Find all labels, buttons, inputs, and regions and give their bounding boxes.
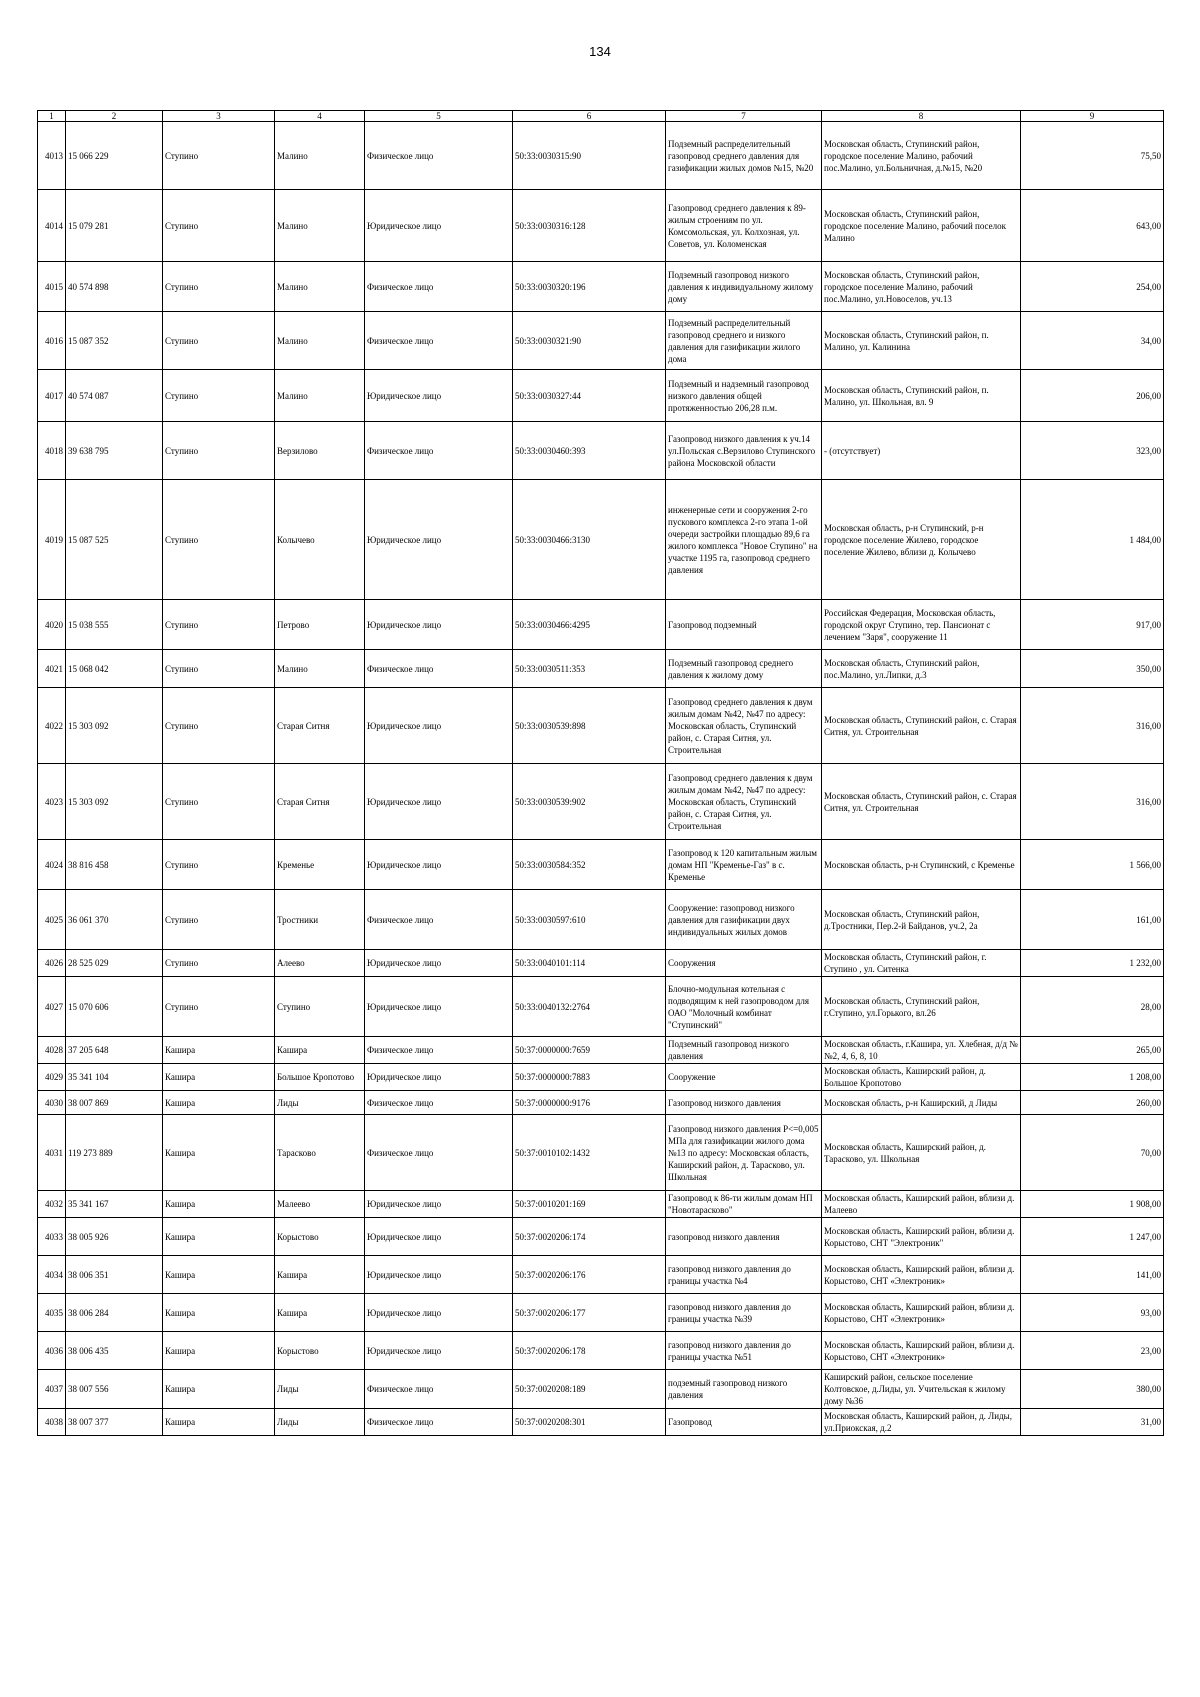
table-row [38,1115,1164,1191]
district-cell: Кашира [163,1218,275,1256]
row-number-cell: 4037 [38,1370,66,1409]
locality-cell: Кашира [275,1256,365,1294]
object-address-cell: Московская область, Каширский район, вблизи д. Корыстово, СНТ «Электроник» [822,1332,1021,1370]
row-number-cell: 4021 [38,650,66,688]
district-cell: Кашира [163,1091,275,1115]
table-row [38,1256,1164,1294]
object-address-cell: Московская область, Ступинский район, с. Старая Ситня, ул. Строительная [822,764,1021,840]
cadastral-number-cell: 50:37:0020206:176 [513,1256,666,1294]
inn-code-cell: 38 005 926 [66,1218,163,1256]
table-row [38,1332,1164,1370]
object-description-cell: Газопровод к 120 капитальным жилым домам НП "Кременье-Газ" в с. Кременье [666,840,822,890]
locality-cell: Малино [275,370,365,422]
inn-code-cell: 38 816 458 [66,840,163,890]
district-cell: Кашира [163,1332,275,1370]
table-row [38,262,1164,312]
owner-type-cell: Юридическое лицо [365,840,513,890]
row-number-cell: 4033 [38,1218,66,1256]
table-row [38,600,1164,650]
inn-code-cell: 40 574 087 [66,370,163,422]
cadastral-number-cell: 50:33:0040101:114 [513,950,666,977]
locality-cell: Кашира [275,1294,365,1332]
row-number-cell: 4030 [38,1091,66,1115]
locality-cell: Лиды [275,1409,365,1436]
object-description-cell: Сооружение: газопровод низкого давления для газификации двух индивидуальных жилых домов [666,890,822,950]
owner-type-cell: Юридическое лицо [365,688,513,764]
inn-code-cell: 15 087 352 [66,312,163,370]
district-cell: Ступино [163,480,275,600]
inn-code-cell: 15 070 606 [66,977,163,1037]
district-cell: Ступино [163,190,275,262]
locality-cell: Малино [275,122,365,190]
district-cell: Ступино [163,840,275,890]
district-cell: Кашира [163,1294,275,1332]
district-cell: Ступино [163,370,275,422]
inn-code-cell: 40 574 898 [66,262,163,312]
header-cell: 4 [275,111,365,122]
object-length-cell: 70,00 [1021,1115,1164,1191]
object-length-cell: 316,00 [1021,688,1164,764]
district-cell: Кашира [163,1409,275,1436]
locality-cell: Большое Кропотово [275,1064,365,1091]
row-number-cell: 4027 [38,977,66,1037]
inn-code-cell: 36 061 370 [66,890,163,950]
cadastral-number-cell: 50:37:0020208:301 [513,1409,666,1436]
object-description-cell: Сооружение [666,1064,822,1091]
object-address-cell: Московская область, р-н Каширский, д Лиды [822,1091,1021,1115]
object-description-cell: Подземный и надземный газопровод низкого давления общей протяженностью 206,28 п.м. [666,370,822,422]
district-cell: Ступино [163,262,275,312]
object-address-cell: Московская область, Ступинский район, городское поселение Малино, рабочий пос.Малино, ул.Больничная, д.№15, №20 [822,122,1021,190]
owner-type-cell: Физическое лицо [365,1091,513,1115]
table-row [38,370,1164,422]
owner-type-cell: Физическое лицо [365,262,513,312]
cadastral-number-cell: 50:33:0030327:44 [513,370,666,422]
inn-code-cell: 15 068 042 [66,650,163,688]
object-description-cell: инженерные сети и сооружения 2-го пускового комплекса 2-го этапа 1-ой очереди застройки площадью 89,6 га жилого комплекса "Новое Ступино" на участке 1195 га, газопровод среднего давления [666,480,822,600]
header-cell: 8 [822,111,1021,122]
cadastral-number-cell: 50:33:0030316:128 [513,190,666,262]
object-address-cell: Московская область, Каширский район, д. Большое Кропотово [822,1064,1021,1091]
district-cell: Ступино [163,650,275,688]
object-length-cell: 260,00 [1021,1091,1164,1115]
row-number-cell: 4036 [38,1332,66,1370]
table-row [38,688,1164,764]
cadastral-number-cell: 50:37:0000000:7883 [513,1064,666,1091]
row-number-cell: 4032 [38,1191,66,1218]
object-description-cell: Подземный газопровод низкого давления [666,1037,822,1064]
owner-type-cell: Юридическое лицо [365,977,513,1037]
object-description-cell: Блочно-модульная котельная с подводящим к ней газопроводом для ОАО "Молочный комбинат "Ступинский" [666,977,822,1037]
inn-code-cell: 15 087 525 [66,480,163,600]
cadastral-number-cell: 50:37:0020206:174 [513,1218,666,1256]
locality-cell: Старая Ситня [275,688,365,764]
inn-code-cell: 15 303 092 [66,764,163,840]
inn-code-cell: 35 341 167 [66,1191,163,1218]
owner-type-cell: Физическое лицо [365,312,513,370]
object-address-cell: Московская область, Каширский район, д. Тарасково, ул. Школьная [822,1115,1021,1191]
object-description-cell: Газопровод среднего давления к 89-жилым строениям по ул. Комсомольская, ул. Колхозная, ул. Советов, ул. Коломенская [666,190,822,262]
inn-code-cell: 38 007 556 [66,1370,163,1409]
table-row [38,422,1164,480]
object-address-cell: Московская область, Ступинский район, г.Ступино, ул.Горького, вл.26 [822,977,1021,1037]
owner-type-cell: Юридическое лицо [365,600,513,650]
object-length-cell: 1 247,00 [1021,1218,1164,1256]
object-description-cell: Подземный газопровод среднего давления к жилому дому [666,650,822,688]
cadastral-number-cell: 50:37:0020206:178 [513,1332,666,1370]
district-cell: Кашира [163,1191,275,1218]
object-description-cell: Газопровод [666,1409,822,1436]
row-number-cell: 4038 [38,1409,66,1436]
inn-code-cell: 38 007 377 [66,1409,163,1436]
owner-type-cell: Юридическое лицо [365,1191,513,1218]
header-cell: 1 [38,111,66,122]
row-number-cell: 4024 [38,840,66,890]
row-number-cell: 4031 [38,1115,66,1191]
row-number-cell: 4013 [38,122,66,190]
owner-type-cell: Физическое лицо [365,1037,513,1064]
owner-type-cell: Физическое лицо [365,122,513,190]
table-row [38,1064,1164,1091]
object-description-cell: Подземный газопровод низкого давления к индивидуальному жилому дому [666,262,822,312]
locality-cell: Старая Ситня [275,764,365,840]
inn-code-cell: 15 066 229 [66,122,163,190]
object-address-cell: Московская область, Ступинский район, п. Малино, ул. Калинина [822,312,1021,370]
table-row [38,1409,1164,1436]
cadastral-number-cell: 50:33:0030597:610 [513,890,666,950]
district-cell: Кашира [163,1064,275,1091]
locality-cell: Малино [275,262,365,312]
object-address-cell: Московская область, Каширский район, вблизи д. Корыстово, СНТ "Электроник" [822,1218,1021,1256]
locality-cell: Лиды [275,1091,365,1115]
object-length-cell: 350,00 [1021,650,1164,688]
district-cell: Кашира [163,1115,275,1191]
owner-type-cell: Юридическое лицо [365,1332,513,1370]
locality-cell: Тарасково [275,1115,365,1191]
owner-type-cell: Физическое лицо [365,890,513,950]
object-length-cell: 23,00 [1021,1332,1164,1370]
object-address-cell: Московская область, Ступинский район, с. Старая Ситня, ул. Строительная [822,688,1021,764]
owner-type-cell: Физическое лицо [365,1370,513,1409]
registry-table [37,110,1164,1436]
table-row [38,950,1164,977]
cadastral-number-cell: 50:33:0030539:898 [513,688,666,764]
table-row [38,1091,1164,1115]
cadastral-number-cell: 50:33:0030320:196 [513,262,666,312]
owner-type-cell: Юридическое лицо [365,370,513,422]
cadastral-number-cell: 50:33:0030466:3130 [513,480,666,600]
row-number-cell: 4014 [38,190,66,262]
object-length-cell: 323,00 [1021,422,1164,480]
cadastral-number-cell: 50:37:0020206:177 [513,1294,666,1332]
object-address-cell: Московская область, Ступинский район, пос.Малино, ул.Липки, д.3 [822,650,1021,688]
table-row [38,1370,1164,1409]
inn-code-cell: 38 006 351 [66,1256,163,1294]
table-row [38,1294,1164,1332]
locality-cell: Петрово [275,600,365,650]
table-row [38,1191,1164,1218]
table-row [38,650,1164,688]
table-row [38,1218,1164,1256]
cadastral-number-cell: 50:33:0040132:2764 [513,977,666,1037]
district-cell: Ступино [163,422,275,480]
table-row [38,480,1164,600]
object-description-cell: газопровод низкого давления до границы участка №51 [666,1332,822,1370]
object-address-cell: Московская область, Каширский район, вблизи д. Малеево [822,1191,1021,1218]
owner-type-cell: Юридическое лицо [365,1256,513,1294]
locality-cell: Колычево [275,480,365,600]
cadastral-number-cell: 50:37:0000000:9176 [513,1091,666,1115]
row-number-cell: 4018 [38,422,66,480]
object-address-cell: Московская область, Ступинский район, городское поселение Малино, рабочий пос.Малино, ул.Новоселов, уч.13 [822,262,1021,312]
table-row [38,122,1164,190]
cadastral-number-cell: 50:33:0030539:902 [513,764,666,840]
header-cell: 5 [365,111,513,122]
row-number-cell: 4019 [38,480,66,600]
header-cell: 6 [513,111,666,122]
object-description-cell: подземный газопровод низкого давления [666,1370,822,1409]
object-length-cell: 1 908,00 [1021,1191,1164,1218]
page-number: 134 [589,44,611,59]
object-address-cell: Московская область, г.Кашира, ул. Хлебная, д/д №№2, 4, 6, 8, 10 [822,1037,1021,1064]
inn-code-cell: 15 303 092 [66,688,163,764]
object-description-cell: газопровод низкого давления до границы участка №39 [666,1294,822,1332]
object-length-cell: 161,00 [1021,890,1164,950]
object-description-cell: Подземный распределительный газопровод среднего и низкого давления для газификации жилого дома [666,312,822,370]
table-row [38,764,1164,840]
object-description-cell: Газопровод среднего давления к двум жилым домам №42, №47 по адресу: Московская область, Ступинский район, с. Старая Ситня, ул. Строительная [666,764,822,840]
object-description-cell: Подземный распределительный газопровод среднего давления для газификации жилых домов №15, №20 [666,122,822,190]
object-address-cell: - (отсутствует) [822,422,1021,480]
object-address-cell: Московская область, р-н Ступинский, с Кременье [822,840,1021,890]
row-number-cell: 4028 [38,1037,66,1064]
owner-type-cell: Юридическое лицо [365,480,513,600]
object-address-cell: Московская область, Каширский район, вблизи д. Корыстово, СНТ «Электроник» [822,1256,1021,1294]
object-length-cell: 254,00 [1021,262,1164,312]
locality-cell: Корыстово [275,1218,365,1256]
table-row [38,312,1164,370]
object-length-cell: 1 566,00 [1021,840,1164,890]
cadastral-number-cell: 50:33:0030466:4295 [513,600,666,650]
object-length-cell: 316,00 [1021,764,1164,840]
header-cell: 3 [163,111,275,122]
cadastral-number-cell: 50:33:0030511:353 [513,650,666,688]
object-length-cell: 75,50 [1021,122,1164,190]
object-length-cell: 141,00 [1021,1256,1164,1294]
row-number-cell: 4035 [38,1294,66,1332]
header-cell: 2 [66,111,163,122]
object-address-cell: Московская область, Каширский район, д. Лиды, ул.Приокская, д.2 [822,1409,1021,1436]
row-number-cell: 4029 [38,1064,66,1091]
object-length-cell: 1 484,00 [1021,480,1164,600]
locality-cell: Кременье [275,840,365,890]
locality-cell: Верзилово [275,422,365,480]
table-row [38,190,1164,262]
header-cell: 7 [666,111,822,122]
row-number-cell: 4016 [38,312,66,370]
district-cell: Ступино [163,764,275,840]
object-description-cell: Газопровод подземный [666,600,822,650]
inn-code-cell: 35 341 104 [66,1064,163,1091]
owner-type-cell: Юридическое лицо [365,1294,513,1332]
inn-code-cell: 15 079 281 [66,190,163,262]
object-description-cell: газопровод низкого давления [666,1218,822,1256]
owner-type-cell: Юридическое лицо [365,1218,513,1256]
locality-cell: Алеево [275,950,365,977]
district-cell: Ступино [163,890,275,950]
owner-type-cell: Физическое лицо [365,422,513,480]
owner-type-cell: Физическое лицо [365,650,513,688]
owner-type-cell: Физическое лицо [365,1115,513,1191]
object-description-cell: Газопровод среднего давления к двум жилым домам №42, №47 по адресу: Московская область, Ступинский район, с. Старая Ситня, ул. Строительная [666,688,822,764]
object-address-cell: Московская область, Каширский район, вблизи д. Корыстово, СНТ «Электроник» [822,1294,1021,1332]
owner-type-cell: Юридическое лицо [365,1064,513,1091]
object-description-cell: Газопровод низкого давления к уч.14 ул.Польская с.Верзилово Ступинского района Московской области [666,422,822,480]
row-number-cell: 4017 [38,370,66,422]
locality-cell: Малино [275,190,365,262]
table-body [38,122,1164,1436]
district-cell: Ступино [163,688,275,764]
cadastral-number-cell: 50:37:0010201:169 [513,1191,666,1218]
district-cell: Кашира [163,1037,275,1064]
header-cell: 9 [1021,111,1164,122]
locality-cell: Малеево [275,1191,365,1218]
object-length-cell: 28,00 [1021,977,1164,1037]
object-length-cell: 643,00 [1021,190,1164,262]
object-description-cell: Газопровод низкого давления [666,1091,822,1115]
row-number-cell: 4022 [38,688,66,764]
object-address-cell: Московская область, р-н Ступинский, р-н городское поселение Жилево, городское поселение Жилево, вблизи д. Колычево [822,480,1021,600]
table-row [38,840,1164,890]
inn-code-cell: 119 273 889 [66,1115,163,1191]
owner-type-cell: Физическое лицо [365,1409,513,1436]
object-length-cell: 380,00 [1021,1370,1164,1409]
object-length-cell: 31,00 [1021,1409,1164,1436]
object-length-cell: 265,00 [1021,1037,1164,1064]
owner-type-cell: Юридическое лицо [365,190,513,262]
locality-cell: Лиды [275,1370,365,1409]
row-number-cell: 4026 [38,950,66,977]
object-length-cell: 1 232,00 [1021,950,1164,977]
row-number-cell: 4034 [38,1256,66,1294]
object-description-cell: газопровод низкого давления до границы участка №4 [666,1256,822,1294]
inn-code-cell: 38 006 284 [66,1294,163,1332]
district-cell: Ступино [163,950,275,977]
cadastral-number-cell: 50:37:0000000:7659 [513,1037,666,1064]
inn-code-cell: 15 038 555 [66,600,163,650]
owner-type-cell: Юридическое лицо [365,950,513,977]
district-cell: Ступино [163,122,275,190]
object-length-cell: 34,00 [1021,312,1164,370]
inn-code-cell: 37 205 648 [66,1037,163,1064]
district-cell: Кашира [163,1256,275,1294]
table-row [38,1037,1164,1064]
inn-code-cell: 28 525 029 [66,950,163,977]
cadastral-number-cell: 50:37:0010102:1432 [513,1115,666,1191]
cadastral-number-cell: 50:33:0030584:352 [513,840,666,890]
object-address-cell: Каширский район, сельское поселение Колтовское, д.Лиды, ул. Учительская к жилому дому №36 [822,1370,1021,1409]
locality-cell: Кашира [275,1037,365,1064]
cadastral-number-cell: 50:33:0030460:393 [513,422,666,480]
inn-code-cell: 39 638 795 [66,422,163,480]
header-row [38,111,1164,122]
object-description-cell: Газопровод к 86-ти жилым домам НП "Новотарасково" [666,1191,822,1218]
cadastral-number-cell: 50:37:0020208:189 [513,1370,666,1409]
object-length-cell: 1 208,00 [1021,1064,1164,1091]
table-row [38,890,1164,950]
object-description-cell: Сооружения [666,950,822,977]
locality-cell: Корыстово [275,1332,365,1370]
cadastral-number-cell: 50:33:0030315:90 [513,122,666,190]
object-length-cell: 917,00 [1021,600,1164,650]
table-row [38,977,1164,1037]
object-address-cell: Московская область, Ступинский район, г. Ступино , ул. Ситенка [822,950,1021,977]
object-address-cell: Московская область, Ступинский район, п. Малино, ул. Школьная, вл. 9 [822,370,1021,422]
row-number-cell: 4020 [38,600,66,650]
row-number-cell: 4025 [38,890,66,950]
object-length-cell: 206,00 [1021,370,1164,422]
locality-cell: Тростники [275,890,365,950]
locality-cell: Малино [275,312,365,370]
locality-cell: Ступино [275,977,365,1037]
row-number-cell: 4015 [38,262,66,312]
district-cell: Ступино [163,600,275,650]
object-address-cell: Российская Федерация, Московская область, городской округ Ступино, тер. Пансионат с лечением "Заря", сооружение 11 [822,600,1021,650]
locality-cell: Малино [275,650,365,688]
inn-code-cell: 38 007 869 [66,1091,163,1115]
object-description-cell: Газопровод низкого давления P<=0,005 МПа для газификации жилого дома №13 по адресу: Московская область, Каширский район, д. Тарасково, ул. Школьная [666,1115,822,1191]
row-number-cell: 4023 [38,764,66,840]
district-cell: Ступино [163,977,275,1037]
object-length-cell: 93,00 [1021,1294,1164,1332]
object-address-cell: Московская область, Ступинский район, городское поселение Малино, рабочий поселок Малино [822,190,1021,262]
object-address-cell: Московская область, Ступинский район, д.Тростники, Пер.2-й Байданов, уч.2, 2а [822,890,1021,950]
district-cell: Ступино [163,312,275,370]
inn-code-cell: 38 006 435 [66,1332,163,1370]
cadastral-number-cell: 50:33:0030321:90 [513,312,666,370]
owner-type-cell: Юридическое лицо [365,764,513,840]
district-cell: Кашира [163,1370,275,1409]
